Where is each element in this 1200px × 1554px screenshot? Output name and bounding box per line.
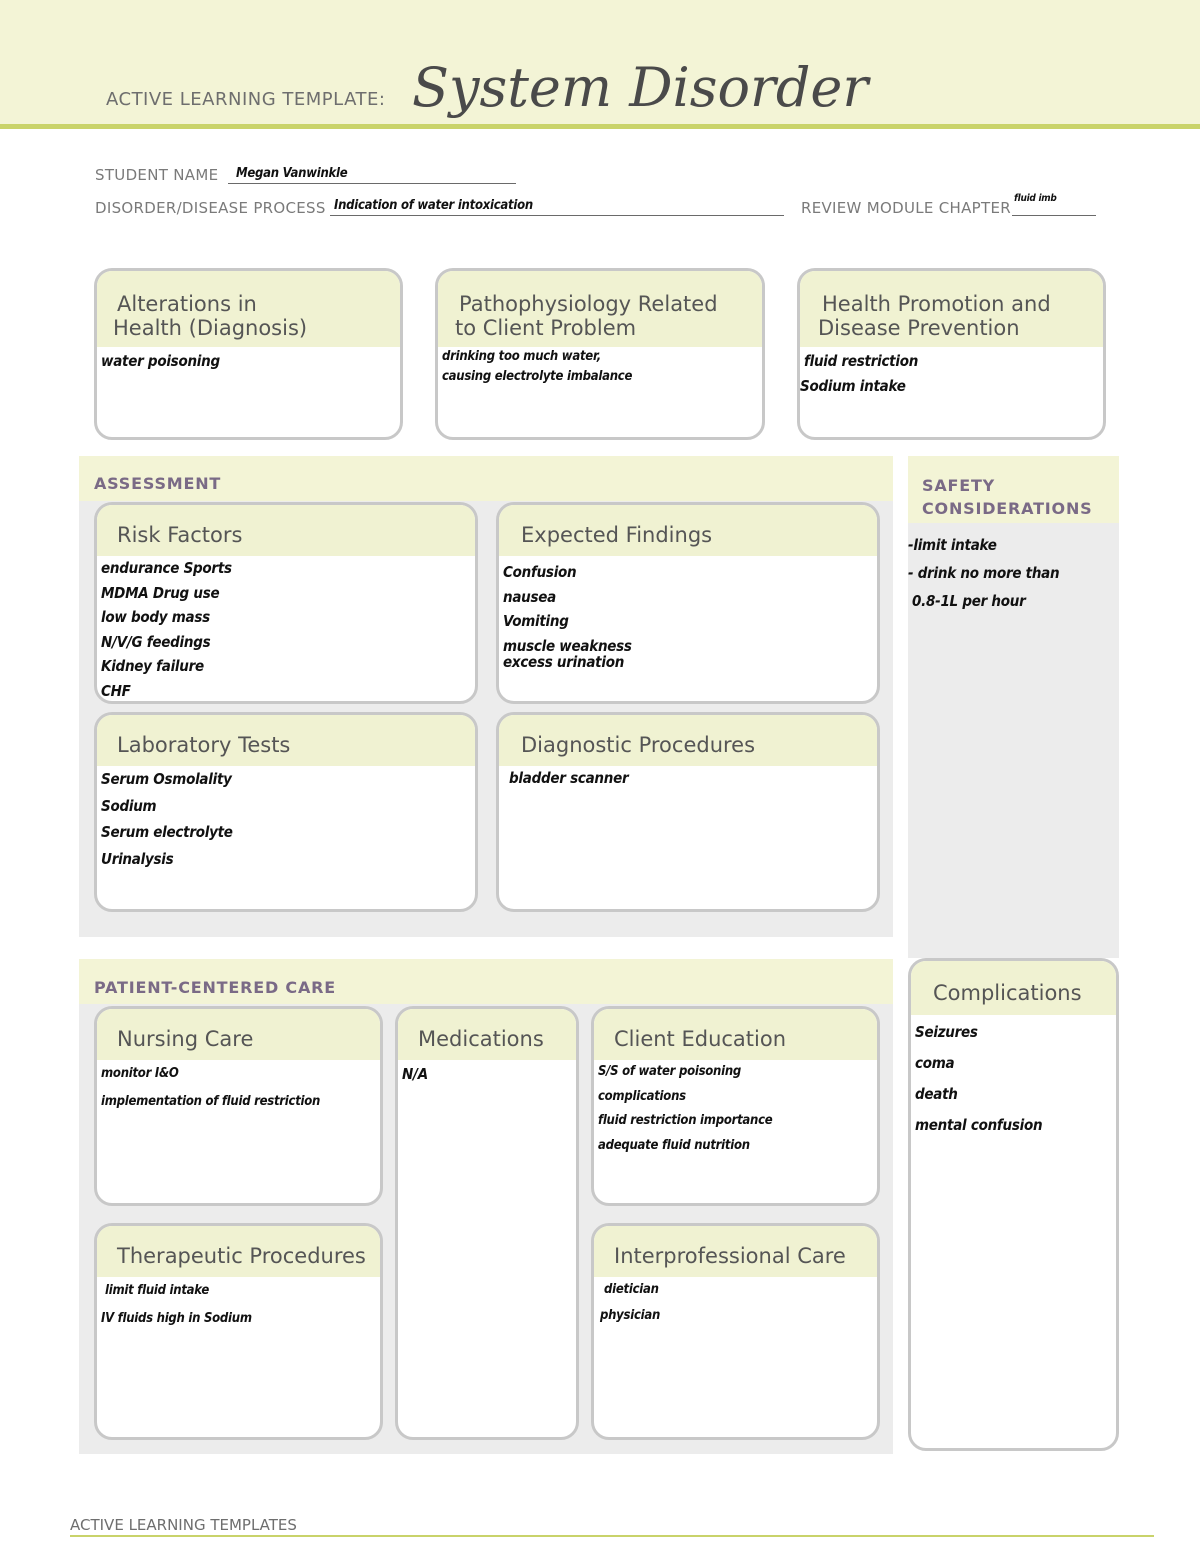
handwritten-entry: CHF <box>101 681 131 700</box>
handwritten-entry: monitor I&O <box>101 1066 179 1081</box>
handwritten-entry: fluid restriction <box>804 352 919 370</box>
handwritten-entry: drinking too much water, <box>442 349 601 364</box>
medications-entries <box>398 1060 576 1087</box>
handwritten-entry: Vomiting <box>503 612 569 630</box>
handwritten-entry: excess urination <box>503 653 625 671</box>
pathophysiology-entries <box>438 347 762 387</box>
handwritten-entry: coma <box>915 1054 955 1072</box>
handwritten-entry: adequate fluid nutrition <box>598 1137 750 1153</box>
handwritten-entry: -limit intake <box>908 536 997 554</box>
handwritten-entry: nausea <box>503 587 557 606</box>
laboratory-tests-box <box>94 712 478 912</box>
interprofessional-care-title: Interprofessional Care <box>594 1226 877 1277</box>
review-module-field[interactable] <box>1012 193 1096 216</box>
risk-factors-title: Risk Factors <box>97 505 475 556</box>
health-promotion-box <box>797 268 1106 440</box>
handwritten-entry: muscle weakness <box>503 636 632 655</box>
student-name-value: Megan Vanwinkle <box>236 166 348 181</box>
handwritten-entry: 0.8-1L per hour <box>912 592 1026 610</box>
pathophysiology-title-line1: Pathophysiology Related <box>459 292 718 316</box>
interprofessional-care-box <box>591 1223 880 1440</box>
handwritten-entry: Sodium intake <box>800 376 906 395</box>
nursing-care-title: Nursing Care <box>97 1009 380 1060</box>
risk-factors-entries <box>97 556 475 703</box>
handwritten-entry: mental confusion <box>915 1116 1043 1134</box>
handwritten-entry: bladder scanner <box>509 769 629 787</box>
footer-divider <box>70 1535 1154 1537</box>
handwritten-entry: death <box>915 1085 958 1103</box>
handwritten-entry: IV fluids high in Sodium <box>101 1311 252 1326</box>
laboratory-tests-title: Laboratory Tests <box>97 715 475 766</box>
complications-title: Complications <box>911 961 1116 1015</box>
handwritten-entry: endurance Sports <box>101 559 232 577</box>
health-promotion-header <box>800 271 1103 347</box>
handwritten-entry: Confusion <box>503 563 577 581</box>
diagnostic-procedures-entries <box>499 766 877 791</box>
handwritten-entry: Kidney failure <box>101 657 204 675</box>
header-divider <box>0 124 1200 129</box>
handwritten-entry: limit fluid intake <box>105 1283 210 1298</box>
alterations-entries <box>97 347 400 374</box>
diagnostic-procedures-title: Diagnostic Procedures <box>499 715 877 766</box>
handwritten-entry: water poisoning <box>101 352 220 370</box>
health-promotion-entries <box>800 347 1103 398</box>
footer-text: ACTIVE LEARNING TEMPLATES <box>70 1516 297 1534</box>
handwritten-entry: physician <box>600 1308 661 1323</box>
interprofessional-care-entries <box>594 1277 877 1329</box>
handwritten-entry: fluid restriction importance <box>598 1113 773 1128</box>
expected-findings-box <box>496 502 880 704</box>
client-education-box <box>591 1006 880 1206</box>
template-label: ACTIVE LEARNING TEMPLATE: <box>106 89 386 110</box>
pathophysiology-header <box>438 271 762 347</box>
pathophysiology-box <box>435 268 765 440</box>
safety-heading-line2: CONSIDERATIONS <box>922 499 1093 518</box>
safety-considerations-heading <box>908 456 1119 523</box>
page-title: System Disorder <box>412 56 869 119</box>
handwritten-entry: N/A <box>402 1065 428 1083</box>
alterations-title-line1: Alterations in <box>117 292 257 316</box>
handwritten-entry: - drink no more than <box>908 564 1060 582</box>
assessment-heading: ASSESSMENT <box>79 456 893 501</box>
expected-findings-title: Expected Findings <box>499 505 877 556</box>
handwritten-entry: Sodium <box>101 796 157 815</box>
diagnostic-procedures-box <box>496 712 880 912</box>
handwritten-entry: Seizures <box>915 1023 978 1041</box>
safety-heading-line1: SAFETY <box>922 476 996 495</box>
handwritten-entry: N/V/G feedings <box>101 632 211 651</box>
nursing-care-entries <box>97 1060 380 1116</box>
expected-findings-entries <box>499 556 877 675</box>
disorder-label: DISORDER/DISEASE PROCESS <box>95 199 326 217</box>
alterations-in-health-box <box>94 268 403 440</box>
handwritten-entry: MDMA Drug use <box>101 583 220 602</box>
medications-box <box>395 1006 579 1440</box>
student-name-label: STUDENT NAME <box>95 166 219 184</box>
alterations-in-health-header <box>97 271 400 347</box>
medications-title: Medications <box>398 1009 576 1060</box>
pathophysiology-title-line2: to Client Problem <box>455 316 637 340</box>
health-promotion-title-line1: Health Promotion and <box>822 292 1051 316</box>
handwritten-entry: implementation of fluid restriction <box>101 1094 321 1109</box>
review-module-value: fluid imb <box>1014 193 1057 204</box>
alterations-title-line2: Health (Diagnosis) <box>113 316 308 340</box>
handwritten-entry: Serum electrolyte <box>101 823 233 841</box>
student-name-field[interactable] <box>228 167 516 184</box>
therapeutic-procedures-title: Therapeutic Procedures <box>97 1226 380 1277</box>
safety-considerations-panel <box>908 456 1119 958</box>
handwritten-entry: S/S of water poisoning <box>598 1064 742 1079</box>
safety-entries <box>908 523 1119 615</box>
review-module-label: REVIEW MODULE CHAPTER <box>801 199 1011 217</box>
therapeutic-procedures-box <box>94 1223 383 1440</box>
handwritten-entry: low body mass <box>101 608 210 626</box>
patient-centered-care-heading: PATIENT-CENTERED CARE <box>79 959 893 1004</box>
client-education-entries <box>594 1060 877 1158</box>
disorder-value: Indication of water intoxication <box>334 198 533 213</box>
therapeutic-procedures-entries <box>97 1277 380 1333</box>
risk-factors-box <box>94 502 478 704</box>
handwritten-entry: complications <box>598 1088 686 1104</box>
nursing-care-box <box>94 1006 383 1206</box>
health-promotion-title-line2: Disease Prevention <box>818 316 1020 340</box>
complications-box <box>908 958 1119 1451</box>
client-education-title: Client Education <box>594 1009 877 1060</box>
handwritten-entry: Serum Osmolality <box>101 770 232 788</box>
handwritten-entry: dietician <box>604 1282 659 1297</box>
laboratory-tests-entries <box>97 766 475 872</box>
handwritten-entry: Urinalysis <box>101 849 174 868</box>
complications-entries <box>911 1015 1116 1141</box>
disorder-field[interactable] <box>330 199 784 216</box>
handwritten-entry: causing electrolyte imbalance <box>442 369 633 384</box>
